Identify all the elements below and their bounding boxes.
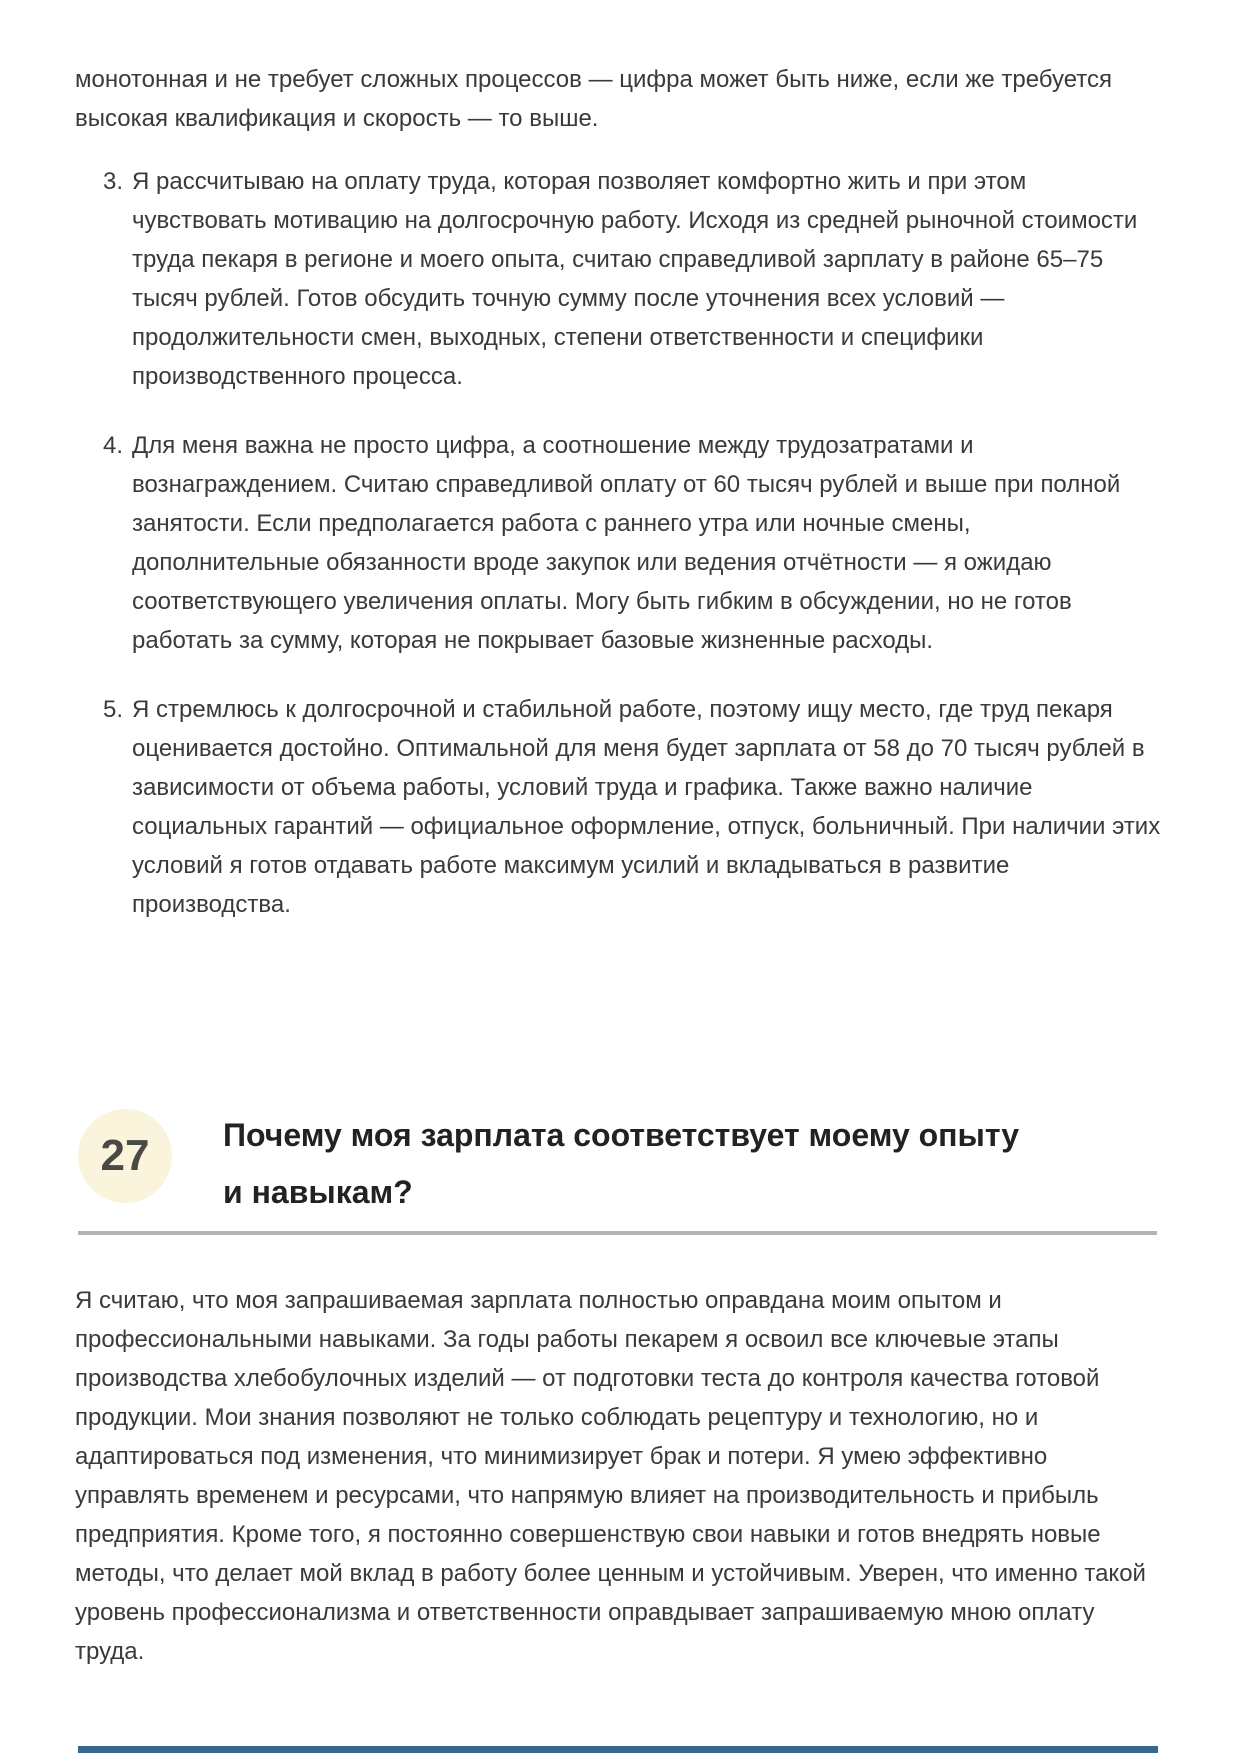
section-divider — [78, 1231, 1157, 1235]
list-item-number: 4. — [102, 432, 123, 459]
list-item — [75, 426, 1164, 660]
intro-continuation-paragraph: монотонная и не требует сложных процессов — цифра может быть ниже, если же требуется высокая квалификация и скорость — то выше. — [75, 66, 1113, 132]
list-item-text: Я стремлюсь к долгосрочной и стабильной работе, поэтому ищу место, где труд пекаря оценивается достойно. Оптимальной для меня будет зарплата от 58 до 70 тысяч рублей в зависимости от объема работы, условий труда и графика. Также важно наличие социальных гарантий — официальное оформление, отпуск, больничный. При наличии этих условий я готов отдавать работе максимум усилий и вкладываться в развитие производства. — [132, 696, 1161, 918]
list-item — [75, 690, 1164, 924]
question-header — [78, 1109, 1164, 1221]
list-item-text: Для меня важна не просто цифра, а соотношение между трудозатратами и вознаграждением. Считаю справедливой оплату от 60 тысяч рублей и выше при полной занятости. Если предполагается работа с раннего утра или ночные смены, дополнительные обязанности вроде закупок или ведения отчётности — я ожидаю соответствующего увеличения оплаты. Могу быть гибким в обсуждении, но не готов работать за сумму, которая не покрывает базовые жизненные расходы. — [132, 432, 1121, 654]
list-item-text: Я рассчитываю на оплату труда, которая позволяет комфортно жить и при этом чувствовать мотивацию на долгосрочную работу. Исходя из средней рыночной стоимости труда пекаря в регионе и моего опыта, считаю справедливой зарплату в районе 65–75 тысяч рублей. Готов обсудить точную сумму после уточнения всех условий — продолжительности смен, выходных, степени ответственности и специфики производственного процесса. — [132, 168, 1138, 390]
question-number-badge — [78, 1109, 172, 1203]
question-title-line-2: и навыкам? — [223, 1174, 413, 1210]
list-item-number: 5. — [102, 696, 123, 723]
list-item — [75, 162, 1164, 396]
question-title-line-1: Почему моя зарплата соответствует моему опыту — [223, 1117, 1020, 1153]
bottom-accent-bar — [78, 1746, 1158, 1753]
question-number: 27 — [100, 1131, 150, 1180]
question-title — [223, 1107, 1019, 1221]
answer-paragraph: Я считаю, что моя запрашиваемая зарплата полностью оправдана моим опытом и профессиональными навыками. За годы работы пекарем я освоил все ключевые этапы производства хлебобулочных изделий — от подготовки теста до контроля качества готовой продукции. Мои знания позволяют не только соблюдать рецептуру и технологию, но и адаптироваться под изменения, что минимизирует брак и потери. Я умею эффективно управлять временем и ресурсами, что напрямую влияет на производительность и прибыль предприятия. Кроме того, я постоянно совершенствую свои навыки и готов внедрять новые методы, что делает мой вклад в работу более ценным и устойчивым. Уверен, что именно такой уровень профессионализма и ответственности оправдывает запрашиваемую мною оплату труда. — [75, 1287, 1146, 1665]
section-spacer — [75, 924, 1164, 1109]
list-item-number: 3. — [102, 168, 123, 195]
numbered-list — [75, 162, 1164, 924]
